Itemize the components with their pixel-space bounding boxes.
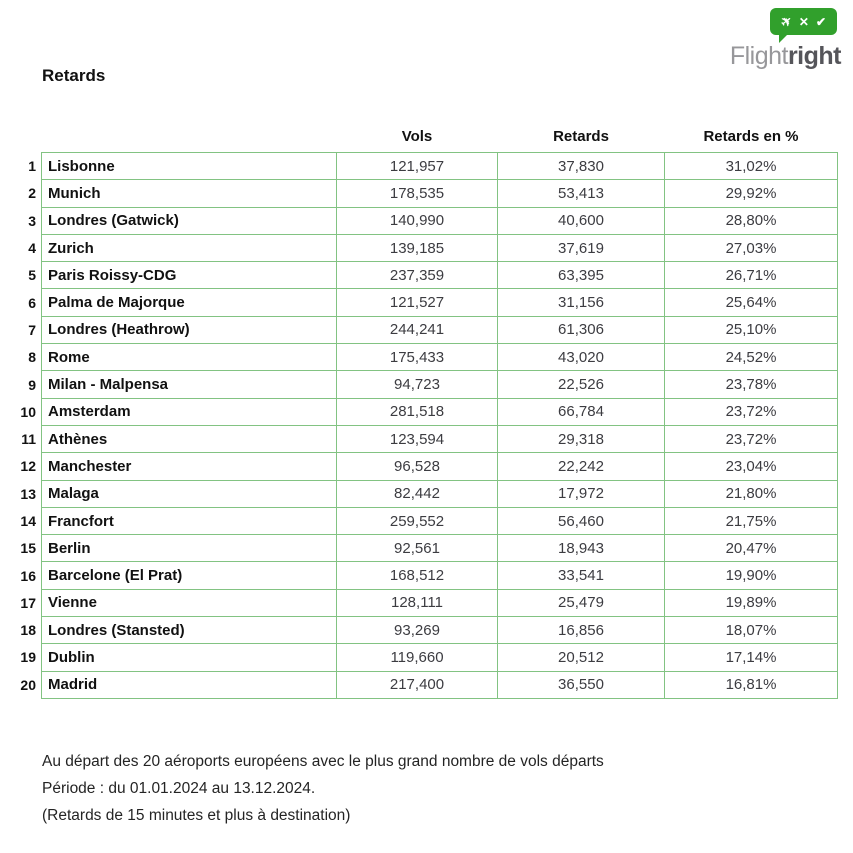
- pct-cell: 21,80%: [665, 480, 838, 507]
- pct-cell: 19,90%: [665, 562, 838, 589]
- pct-cell: 25,10%: [665, 316, 838, 343]
- table-row: [10, 671, 838, 698]
- pct-cell: 20,47%: [665, 535, 838, 562]
- vols-cell: 140,990: [337, 207, 498, 234]
- table-row: [10, 180, 838, 207]
- table-row: [10, 207, 838, 234]
- pct-cell: 25,64%: [665, 289, 838, 316]
- table-row: [10, 617, 838, 644]
- airport-cell: Paris Roissy-CDG: [42, 262, 337, 289]
- airport-cell: Malaga: [42, 480, 337, 507]
- table-row: [10, 371, 838, 398]
- retards-cell: 22,526: [498, 371, 665, 398]
- vols-cell: 121,957: [337, 153, 498, 180]
- table-row: [10, 234, 838, 261]
- airport-cell: Manchester: [42, 453, 337, 480]
- airport-cell: Barcelone (El Prat): [42, 562, 337, 589]
- table-row: [10, 644, 838, 671]
- logo-text-light: Flight: [729, 42, 788, 70]
- rank-cell: 3: [28, 212, 36, 229]
- rank-cell: 15: [20, 540, 36, 557]
- retards-cell: 17,972: [498, 480, 665, 507]
- table-row: [10, 589, 838, 616]
- vols-cell: 237,359: [337, 262, 498, 289]
- header-row: [10, 124, 838, 153]
- retards-cell: 63,395: [498, 262, 665, 289]
- vols-cell: 92,561: [337, 535, 498, 562]
- header-rank-spacer: [10, 124, 42, 153]
- plane-icon: ✈: [777, 12, 796, 31]
- rank-cell: 6: [28, 294, 36, 311]
- airport-cell: Londres (Stansted): [42, 617, 337, 644]
- footnote-line: Période : du 01.01.2024 au 13.12.2024.: [42, 780, 316, 797]
- airport-cell: Rome: [42, 344, 337, 371]
- vols-cell: 82,442: [337, 480, 498, 507]
- retards-cell: 22,242: [498, 453, 665, 480]
- pct-cell: 16,81%: [665, 671, 838, 698]
- airport-cell: Zurich: [42, 234, 337, 261]
- cross-icon: ✕: [798, 14, 809, 29]
- pct-cell: 31,02%: [665, 153, 838, 180]
- vols-cell: 168,512: [337, 562, 498, 589]
- pct-cell: 19,89%: [665, 589, 838, 616]
- vols-cell: 244,241: [337, 316, 498, 343]
- retards-cell: 33,541: [498, 562, 665, 589]
- retards-cell: 66,784: [498, 398, 665, 425]
- retards-cell: 56,460: [498, 507, 665, 534]
- rank-cell: 10: [20, 403, 36, 420]
- footnotes: [42, 748, 604, 829]
- vols-cell: 96,528: [337, 453, 498, 480]
- rank-cell: 13: [20, 485, 36, 502]
- pct-cell: 26,71%: [665, 262, 838, 289]
- table-row: [10, 344, 838, 371]
- airport-cell: Lisbonne: [42, 153, 337, 180]
- vols-cell: 281,518: [337, 398, 498, 425]
- retards-cell: 61,306: [498, 316, 665, 343]
- rank-cell: 1: [28, 158, 36, 175]
- rank-cell: 8: [28, 349, 36, 366]
- header-retards-pct: Retards en %: [703, 128, 799, 145]
- vols-cell: 175,433: [337, 344, 498, 371]
- vols-cell: 94,723: [337, 371, 498, 398]
- logo-text-bold: right: [787, 42, 841, 70]
- rank-cell: 5: [28, 267, 36, 284]
- pct-cell: 27,03%: [665, 234, 838, 261]
- airport-cell: Londres (Gatwick): [42, 207, 337, 234]
- retards-cell: 18,943: [498, 535, 665, 562]
- vols-cell: 139,185: [337, 234, 498, 261]
- airport-cell: Francfort: [42, 507, 337, 534]
- table-header: [10, 124, 838, 153]
- table-row: [10, 289, 838, 316]
- rank-cell: 18: [20, 622, 36, 639]
- retards-cell: 31,156: [498, 289, 665, 316]
- flightright-logo: [730, 8, 841, 69]
- pct-cell: 18,07%: [665, 617, 838, 644]
- logo-speech-bubble: [770, 8, 837, 35]
- vols-cell: 217,400: [337, 671, 498, 698]
- airport-cell: Athènes: [42, 425, 337, 452]
- retards-cell: 20,512: [498, 644, 665, 671]
- airport-cell: Munich: [42, 180, 337, 207]
- header-airport-spacer: [42, 124, 337, 153]
- table-row: [10, 262, 838, 289]
- pct-cell: 28,80%: [665, 207, 838, 234]
- table-row: [10, 562, 838, 589]
- airport-cell: Madrid: [42, 671, 337, 698]
- footnote-line: Au départ des 20 aéroports européens avec le plus grand nombre de vols départs: [42, 753, 604, 770]
- retards-cell: 40,600: [498, 207, 665, 234]
- vols-cell: 93,269: [337, 617, 498, 644]
- table-row: [10, 153, 838, 180]
- airport-cell: Dublin: [42, 644, 337, 671]
- table-row: [10, 507, 838, 534]
- rank-cell: 9: [28, 376, 36, 393]
- pct-cell: 23,72%: [665, 425, 838, 452]
- rank-cell: 14: [20, 513, 36, 529]
- footnote-line: (Retards de 15 minutes et plus à destination): [42, 807, 351, 824]
- header-retards: Retards: [553, 128, 609, 145]
- vols-cell: 119,660: [337, 644, 498, 671]
- delays-table-wrapper: [10, 124, 838, 699]
- rank-cell: 7: [28, 321, 36, 338]
- vols-cell: 121,527: [337, 289, 498, 316]
- pct-cell: 23,04%: [665, 453, 838, 480]
- rank-cell: 17: [20, 594, 36, 611]
- table-body: [10, 153, 838, 699]
- pct-cell: 23,72%: [665, 398, 838, 425]
- vols-cell: 123,594: [337, 425, 498, 452]
- table-row: [10, 398, 838, 425]
- rank-cell: 20: [20, 676, 36, 693]
- airport-cell: Amsterdam: [42, 398, 337, 425]
- vols-cell: 128,111: [337, 589, 498, 616]
- rank-cell: 2: [28, 185, 36, 202]
- table-row: [10, 480, 838, 507]
- rank-cell: 12: [20, 458, 36, 475]
- table-row: [10, 316, 838, 343]
- pct-cell: 23,78%: [665, 371, 838, 398]
- retards-cell: 43,020: [498, 344, 665, 371]
- airport-cell: Vienne: [42, 589, 337, 616]
- retards-cell: 16,856: [498, 617, 665, 644]
- retards-cell: 53,413: [498, 180, 665, 207]
- retards-cell: 25,479: [498, 589, 665, 616]
- pct-cell: 17,14%: [665, 644, 838, 671]
- retards-cell: 37,830: [498, 153, 665, 180]
- vols-cell: 259,552: [337, 507, 498, 534]
- rank-cell: 16: [20, 567, 36, 584]
- logo-wordmark: [730, 44, 841, 69]
- airport-cell: Milan - Malpensa: [42, 371, 337, 398]
- pct-cell: 24,52%: [665, 344, 838, 371]
- pct-cell: 21,75%: [665, 507, 838, 534]
- rank-cell: 19: [20, 649, 36, 666]
- retards-cell: 37,619: [498, 234, 665, 261]
- airport-cell: Londres (Heathrow): [42, 316, 337, 343]
- rank-cell: 11: [21, 431, 36, 448]
- airport-cell: Berlin: [42, 535, 337, 562]
- rank-cell: 4: [28, 240, 36, 257]
- airport-cell: Palma de Majorque: [42, 289, 337, 316]
- vols-cell: 178,535: [337, 180, 498, 207]
- retards-cell: 36,550: [498, 671, 665, 698]
- check-icon: ✔: [815, 14, 826, 29]
- delays-table: [10, 124, 838, 699]
- table-row: [10, 453, 838, 480]
- table-row: [10, 425, 838, 452]
- header-vols: Vols: [401, 128, 433, 145]
- pct-cell: 29,92%: [665, 180, 838, 207]
- table-row: [10, 535, 838, 562]
- retards-cell: 29,318: [498, 425, 665, 452]
- page-title: Retards: [42, 66, 106, 85]
